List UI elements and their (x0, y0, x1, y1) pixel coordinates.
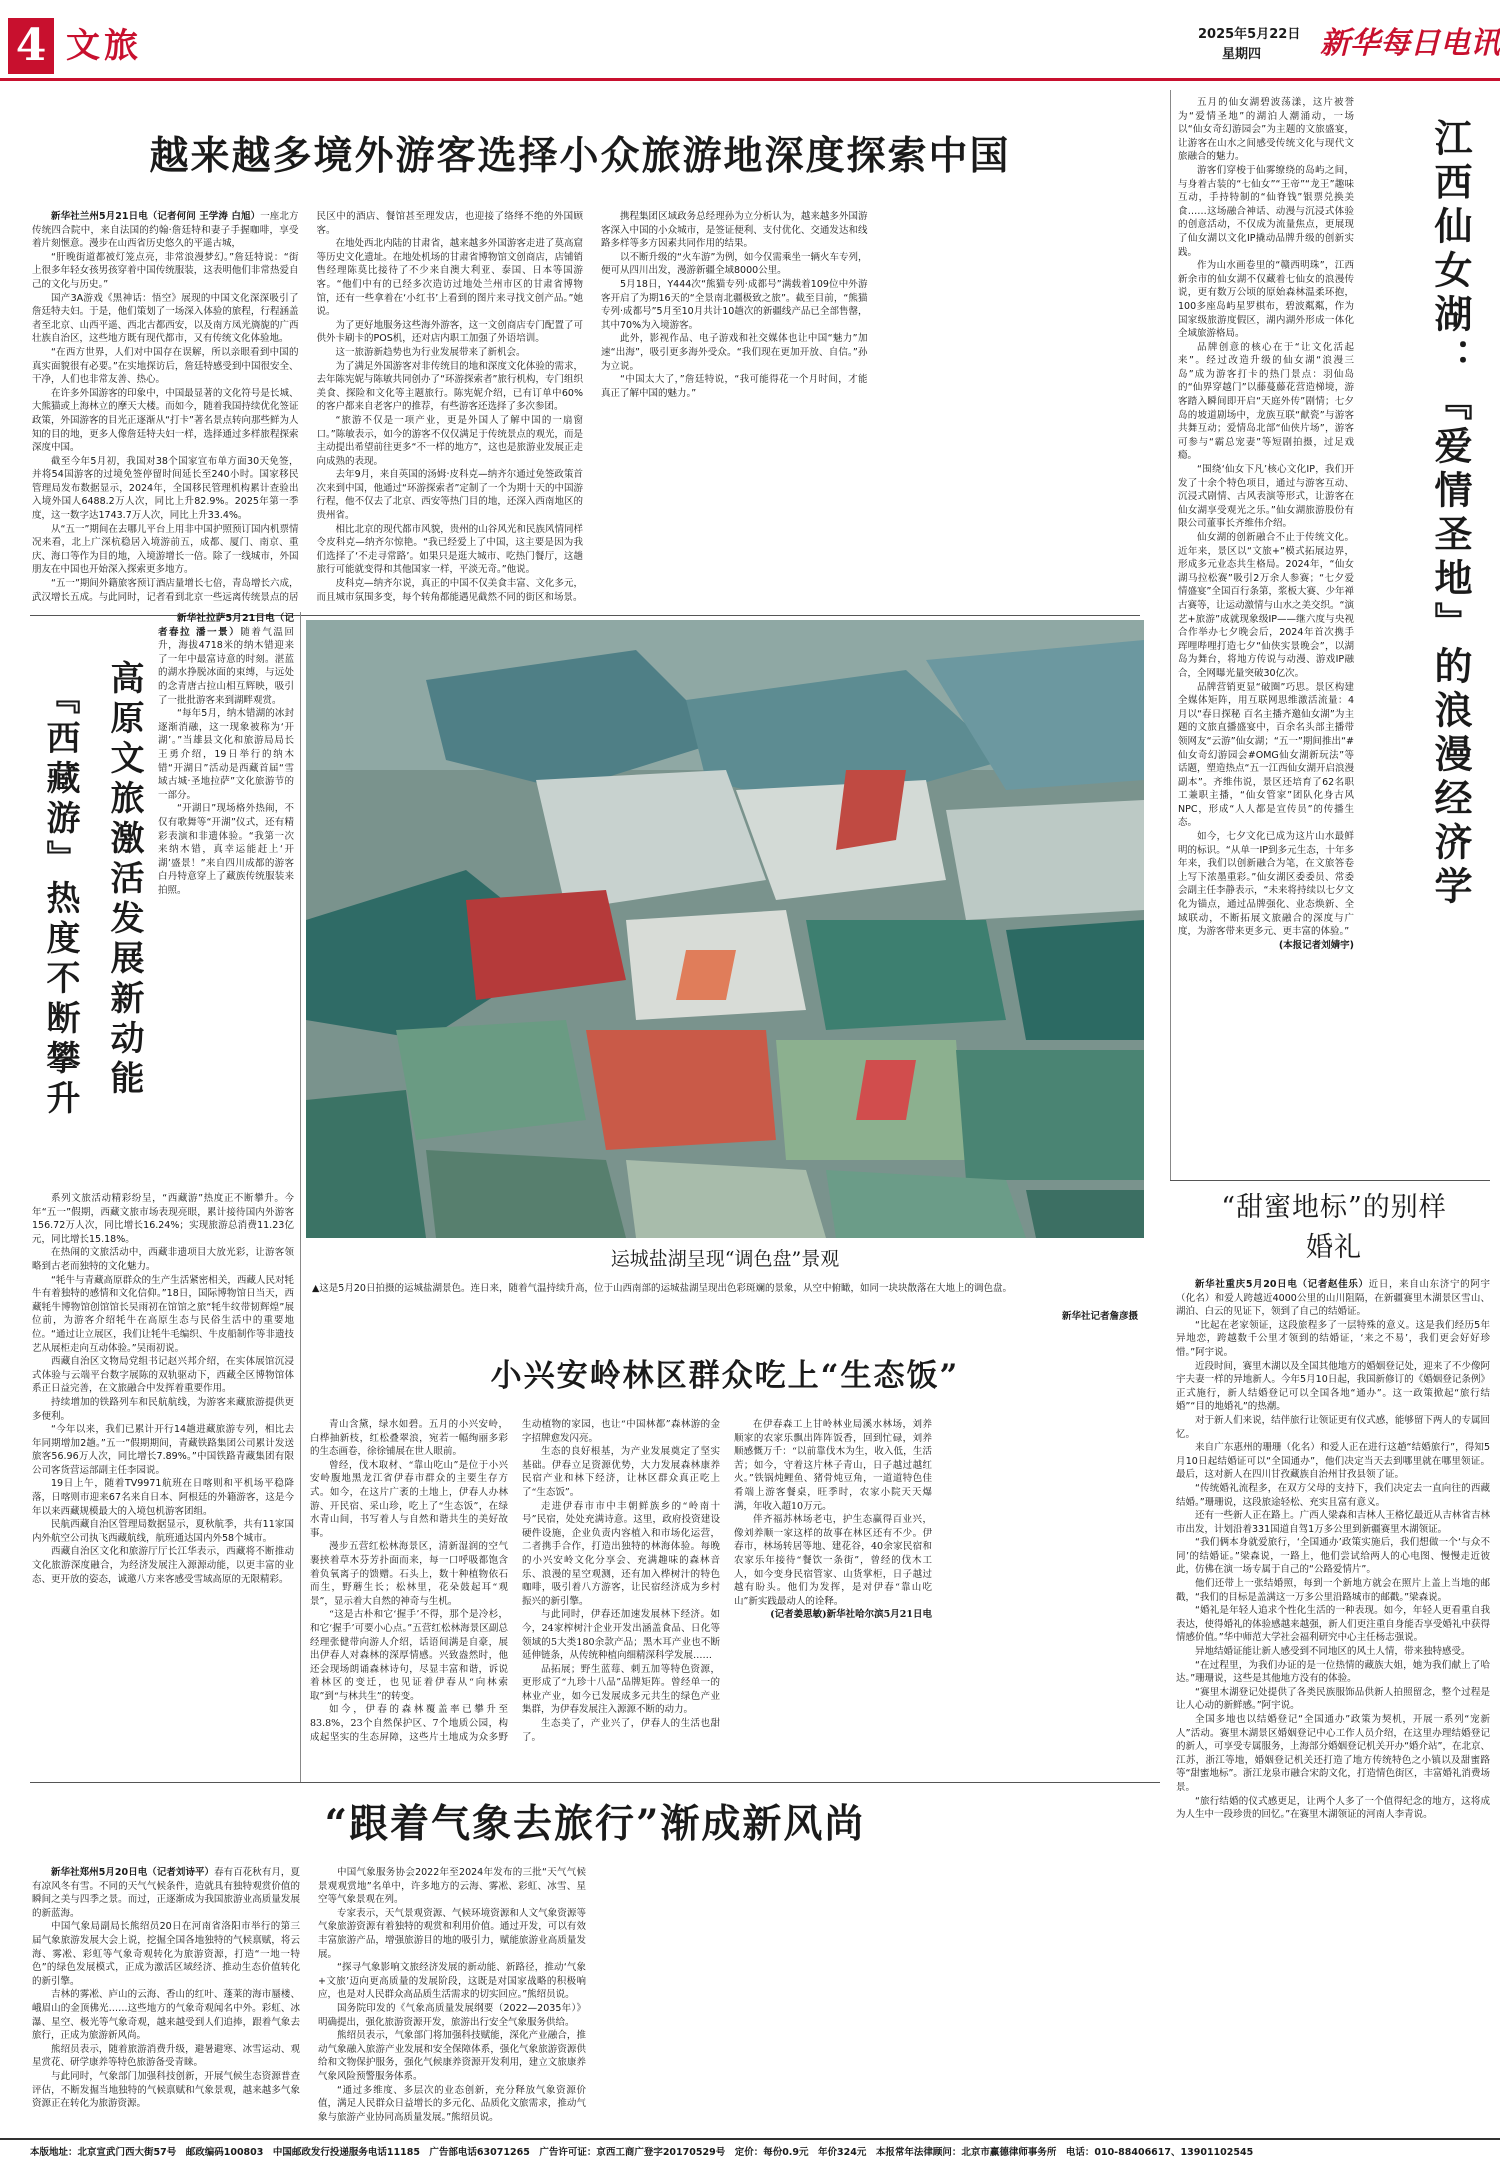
paragraph: “开湖日”现场格外热闹，不仅有歌舞等“开湖”仪式，还有精彩表演和非遗体验。“我第一次来纳木错，真幸运能赶上‘开湖’盛景！”来自四川成都的游客白丹特意穿上了藏族传统服装来拍照。 (158, 803, 294, 896)
paragraph: 近段时间，赛里木湖以及全国其他地方的婚姻登记处，迎来了不少像阿宇夫妻一样的异地新人。今年5月10日起，我国新修订的《婚姻登记条例》正式施行，新人结婚登记可以全国各地“通办”。这一政策掀起“旅行结婚”“目的地婚礼”的热潮。 (1176, 1360, 1490, 1413)
paragraph: 生态美了，产业兴了，伊春人的生活也甜了。 (522, 1718, 720, 1743)
paragraph: 五月的仙女湖碧波荡漾，这片被誉为“爱情圣地”的湖泊人潮涌动，一场以“仙女奇幻游园会”为主题的文旅盛宴，让游客在山水之间感受传统文化与现代文旅融合的魅力。 (1178, 97, 1354, 163)
paragraph: 如今，伊春的森林覆盖率已攀升至83.8%，23个自然保护区、7个地质公园，构成起坚实的生态屏障，这些片土地成为众多野生动植物的家园，也让“中国林都”森林游的金字招牌愈发闪亮。 (310, 1419, 720, 1743)
divider (1170, 1180, 1490, 1181)
paragraph: 对于新人们来说，结伴旅行让领证更有仪式感，能够留下两人的专属回忆。 (1176, 1414, 1490, 1440)
paragraph: 在许多外国游客的印象中，中国最显著的文化符号是长城、大熊猫或上海林立的摩天大楼。而如今，随着我国持续优化签证政策，外国游客的目光正逐渐从“打卡”著名景点转向那些鲜为人知的目的地，更多人像詹廷特夫妇一样，选择通过多样旅程探索深度中国。 (32, 387, 299, 454)
paragraph: “牦牛与青藏高原群众的生产生活紧密相关，西藏人民对牦牛有着独特的感情和文化信仰。”18日，国际博物馆日当天，西藏牦牛博物馆创馆馆长吴雨初在馆馆之旅“牦牛纹带韧辉煌”展位前，为游客介绍牦牛在高原生态与民俗生活中的重要地位。“通过让立展区，我们让牦牛毛编织、牛皮船制作等非遗技艺从展柜走向互动体验。”吴雨初说。 (32, 1274, 294, 1354)
paragraph: “每年5月，纳木错湖的冰封逐渐消融，这一现象被称为‘开湖’。”当雄县文化和旅游局局长王勇介绍，19日举行的纳木错“开湖日”活动是西藏首届“雪域古城·圣地拉萨”文化旅游节的一部分。 (158, 708, 294, 801)
paragraph: 与此同时，伊春还加速发展林下经济。如今，24家榨树汁企业开发出涵盖食品、日化等领域的5大类180余款产品；黑木耳产业也不断延伸链条，从传统种植向细精深科学发展…… (522, 1609, 720, 1662)
divider (30, 1782, 1160, 1783)
paragraph: “赛里木湖登记处提供了各类民族服饰品供新人拍照留念，整个过程是让人心动的新鲜感。”阿宇说。 (1176, 1686, 1490, 1712)
paragraph: 近日，来自山东济宁的阿宇（化名）和爱人跨越近4000公里的山川阻隔，在新疆赛里木湖景区雪山、湖泊、白云的见证下，领到了自己的结婚证。 (1176, 1279, 1490, 1318)
issue-weekday: 星期四 (1222, 47, 1262, 62)
column-rule (1170, 90, 1171, 1180)
paragraph: 异地结婚证能让新人感受到不同地区的风土人情，带来独特感受。 (1195, 1646, 1471, 1658)
brand-logo: 新华每日电讯 (1320, 26, 1500, 61)
paragraph: 伴齐福苏林场老屯，护生态赢得百业兴，像刘养顺一家这样的故事在林区还有不少。伊春市，林场转居等地、建花谷，40余家民宿和农家乐年接待“餐饮一条街”，曾经的伐木工人，如今变身民宿管家、山货掌柜，日子越过越有盼头。他们为发挥，是对伊春“靠山吃山”新实践最动人的诠释。 (734, 1514, 932, 1607)
photo-credit: 新华社记者詹彦摄 (1061, 1311, 1138, 1322)
salt-lake-photo (306, 620, 1144, 1238)
article-weather (32, 1866, 1158, 2128)
paragraph: “围绕‘仙女下凡’核心文化IP，我们开发了十余个特色项目，通过与游客互动、沉浸式剧情、古风表演等形式，让游客在仙女湖享受观光之乐。”仙女湖旅游股份有限公司董事长齐维伟介绍。 (1178, 464, 1354, 530)
headline-top: 越来越多境外游客选择小众旅游地深度探索中国 (149, 133, 1011, 179)
paragraph: “肝晚街道都被灯笼点亮，非常浪漫梦幻。”詹廷特说：“街上很多年轻女孩男孩穿着中国传统服装，这表明他们非常热爱自己的文化与历史。” (32, 251, 299, 290)
paragraph: 5月18日，Y444次“熊猫专列·成都号”满载着109位中外游客开启了为期16天的“全景南北疆极致之旅”。截至目前，“熊猫专列·成都号”5月至10月共计10趟次的新疆线产品已全部售罄，其中70%为入境游客。 (601, 278, 868, 331)
paragraph: 全国多地也以结婚登记“全国通办”政策为契机，开展一系列“宠新人”活动。赛里木湖景区婚姻登记中心工作人员介绍，在这里办理结婚登记的新人，可享受专属服务，上海部分婚姻登记机关开办“婚介站”，在北京、江苏，浙江等地，婚姻登记机关还打造了地方传统特色之小镇以及甜蜜路等“甜蜜地标”。浙江龙泉市融合宋韵文化，打造情色街区，丰富婚礼消费场景。 (1176, 1714, 1490, 1793)
paragraph: “今年以来，我们已累计开行14趟进藏旅游专列，相比去年同期增加2趟。”五一”假期期间，青藏铁路集团公司累计发送旅客56.96万人次，同比增长7.89%。”中国铁路青藏集团有限公司客货营运部副主任李园说。 (32, 1424, 294, 1476)
article-xinganling (310, 1418, 1144, 1748)
paragraph: 中国气象局副局长熊绍员20日在河南省洛阳市举行的第三届气象旅游发展大会上说，挖掘全国各地独特的气候禀赋，将云海、雾凇、彩虹等气象奇观转化为旅游资源，打造“一地一特色”的绿色发展模式，正成为激活区域经济、推动生态价值转化的新引擎。 (32, 1921, 300, 1987)
masthead-rule (0, 78, 1500, 81)
paragraph: “我们俩本身就爱旅行，‘全国通办’政策实施后，我们想做一个‘与众不同’的结婚证。”梁森说，一路上，他们尝试给两人的心电图、慢慢走近彼此，仿佛在演一场专属于自己的“公路爱情片”。 (1176, 1537, 1490, 1576)
article-byline: 新华社郑州5月20日电（记者刘诗平） (51, 1867, 215, 1878)
article-xianniu-lake (1178, 96, 1354, 1174)
paragraph: 皮科克—纳齐尔说，真正的中国不仅美食丰富、文化多元，而且城市氛围多变，每个转角都能遇见截然不同的街区和场景。 (316, 578, 583, 603)
article-overseas-travel (32, 210, 1152, 610)
tibet-headline-1: 『西藏游』热度不断攀升 (40, 680, 80, 1120)
paragraph: 熊绍员表示，随着旅游消费升级，避暑避寒、冰雪运动、观星赏花、研学康养等特色旅游备受青睐。 (32, 2043, 300, 2069)
paragraph: 民航西藏自治区管理局数据显示，夏秋航季，共有11家国内外航空公司执飞西藏航线，航班通达国内外58个城市。 (32, 1519, 294, 1544)
article-tibet-top (158, 612, 294, 1187)
paragraph: 生态的良好根基，为产业发展奠定了坚实基础。伊春立足资源优势，大力发展森林康养民宿产业和林下经济，让林区群众真正吃上了“生态饭”。 (522, 1446, 720, 1498)
paragraph: 青山含黛，绿水如碧。五月的小兴安岭，白桦抽新枝，红松叠翠浪，宛若一幅绚丽多彩的生态画卷，徐徐铺展在世人眼前。 (310, 1419, 508, 1458)
column-rule (300, 612, 301, 1782)
paragraph: “通过多维度、多层次的业态创新，充分释放气象资源价值，满足人民群众日益增长的多元化、品质化文旅需求，推动气象与旅游产业协同高质量发展。”熊绍员说。 (318, 2084, 586, 2123)
paragraph: 春有百花秋有月，夏有凉风冬有雪。不同的天气气候条件，造就具有独特观赏价值的瞬间之美与四季之景。而过，正逐渐成为我国旅游业高质量发展的新蓝海。 (32, 1867, 300, 1919)
photo-title: 运城盐湖呈现“调色盘”景观 (610, 1248, 840, 1270)
paragraph: 为了满足外国游客对非传统目的地和深度文化体验的需求，去年陈宪妮与陈敏共同创办了“环游探索者”旅行机构，专门组织美食、探险和文化等主题旅行。陈宪妮介绍，已有订单中60%的客户都来自老客户的推荐，有些游客还选择了多次参团。 (316, 360, 583, 413)
paragraph: 随着气温回升，海拔4718米的纳木错迎来了一年中最富诗意的时刻。湛蓝的湖水挣脱冰面的束缚，与远处的念青唐古拉山相互辉映，吸引了一批批游客来到湖畔观赏。 (158, 626, 294, 706)
paragraph: 在地处西北内陆的甘肃省，越来越多外国游客走进了莫高窟等历史文化遗址。在地处机场的甘肃省博物馆文创商店，店铺销售经理陈莫比接待了不少来自澳大利亚、泰国、日本等国游客。“他们中有的已经多次造访过地处兰州市区的甘肃省博物馆，还有一些拿着在‘小红书’上看到的图片来寻找文创产品。”她说。 (316, 238, 583, 318)
paragraph: 品牌创意的核心在于“让文化活起来”。经过改造升级的仙女湖“浪漫三岛”成为游客打卡的热门景点：羽仙岛的“仙界穿越门”以藤蔓藤花营造梯境，游客踏入瞬间即开启“天庭外传”剧情；七夕岛的坡道剧场中，龙族互联“献瓷”与游客共舞互动；爱情岛北部“仙侠片场”，游客可参与“霸总宠妻”等短剧拍摄，过足戏瘾。 (1178, 341, 1354, 462)
paragraph: 游客们穿梭于仙雾缭绕的岛屿之间，与身着古装的“七仙女”“王帝”“龙王”趣味互动，手持特制的“仙脊钱”银票兑换美食……这场融合神话、动漫与沉浸式体验的创意活动，不仅成为流量焦点，更展现了仙女湖以文化IP撬动品牌升级的创新实践。 (1178, 164, 1354, 258)
article-tibet-bottom (32, 1192, 294, 1782)
paragraph: 漫步五营红松林海景区，清新湿润的空气裹挟着草木芬芳扑面而来，每一口呼吸都饱含着负氧离子的馈赠。石头上，数十种植物依石而生，野蘑生长；松林里，花朵鼓起耳“观景”，显示着大自然的神奇与生机。 (310, 1541, 508, 1607)
paragraph: 在伊春森工上甘岭林业局溪水林场，刘养顺家的农家乐飘出阵阵饭香，回到忙碌，刘养顺感慨万千：“以前靠伐木为生，收入低，生活苦；如今，守着这片林子青山，日子越过越红火。”铁锅炖鲤鱼、猪骨炖豆角，一道道特色佳肴端上游客餐桌，旺季时，农家小院天天爆满，年收入超10万元。 (734, 1419, 932, 1512)
footer-rule (0, 2138, 1500, 2140)
paragraph: 以不断升级的“火车游”为例，如今仅需乘坐一辆火车专列，便可从四川出发，漫游新疆全域8000公里。 (601, 251, 868, 277)
article-byline: (记者姜思敏)新华社哈尔滨5月21日电 (770, 1609, 932, 1621)
paragraph: “中国太大了，”詹廷特说，“我可能得花一个月时间，才能真正了解中国的魅力。” (601, 374, 868, 399)
tibet-headline-2: 高原文旅激活发展新动能 (104, 660, 144, 1100)
salt-lake-illustration (306, 620, 1144, 1238)
paragraph: 作为山水画卷里的“赣西明珠”，江西新余市的仙女湖不仅藏着七仙女的浪漫传说，更有数万公顷的原始森林温柔环抱，100多座岛屿星罗棋布，碧波粼粼，作为国家级旅游度假区，湖内湖外形成一体化全域旅游格局。 (1178, 260, 1354, 340)
paragraph: 如今，七夕文化已成为这片山水最鲜明的标识。“从单一IP到多元生态，十年多年来，我们以创新融合为笔，在文旅答卷上写下浓墨重彩。”仙女湖区委委员、常委会副主任李静表示，“未来将持续以七夕文化为锚点，通过品牌强化、业态焕新、全域联动，不断拓展文旅融合的深度与广度，为游客带来更多元、更丰富的体验。” (1178, 831, 1354, 938)
paragraph: 从“五一”期间在去哪儿平台上用非中国护照预订国内机票情况来看，北上广深杭稳居入境游前五，成都、厦门、南京、重庆、海口等作为目的地，入境游增长一倍。除了一线城市，外国朋友在中国也开始深入探索更多地方。 (32, 523, 299, 576)
paragraph: 西藏自治区文化和旅游厅厅长江华表示，西藏将不断推动文化旅游深度融合，为经济发展注入源源动能，以更丰富的业态、更开放的姿态，诚邀八方来客感受雪域高原的无限精彩。 (32, 1546, 294, 1585)
photo-caption: ▲这是5月20日拍摄的运城盐湖景色。连日来，随着气温持续升高，位于山西南部的运城盐湖呈现出色彩斑斓的景象，从空中俯瞰，如同一块块散落在大地上的调色盘。 (312, 1283, 1012, 1294)
paragraph: 持续增加的铁路列车和民航航线，为游客来藏旅游提供更多便利。 (32, 1396, 294, 1422)
paragraph: 中国气象服务协会2022年至2024年发布的三批“天气气候景观观赏地”名单中，许多地方的云海、雾凇、彩虹、冰雪、星空等气象景观在列。 (318, 1867, 586, 1906)
xianniu-headline: 江西仙女湖：『爱情圣地』的浪漫经济学 (1428, 118, 1473, 910)
paragraph: 曾经，伐木取材、“靠山吃山”是位于小兴安岭腹地黑龙江省伊春市群众的主要生存方式。如今，在这片广袤的土地上，伊春人办林游、开民宿、采山珍，吃上了“生态饭”，在绿水青山间，书写着人与自然和谐共生的美好故事。 (310, 1459, 508, 1539)
paragraph: 吉林的雾凇、庐山的云海、香山的红叶、蓬莱的海市蜃楼、峨眉山的金顶佛光……这些地方的气象奇观闻名中外。彩虹、冰瀑、星空、极光等气象奇观，越来越受到人们追捧，跟着气象去旅行，正成为旅游新风尚。 (32, 1989, 300, 2042)
article-wedding (1176, 1278, 1490, 2128)
paragraph: 熊绍员表示，气象部门将加强科技赋能，深化产业融合，推动气象融入旅游产业发展和安全保障体系，强化气象旅游资源供给和文物保护服务，强化气候康养资源开发利用，建立文旅康养气象风险预警服务体系。 (318, 2030, 586, 2082)
paragraph: 品拓展；野生蓝莓、刺五加等特色资源，更形成了“九珍十八品”品牌矩阵。曾经单一的林业产业，如今已发展成多元共生的绿色产业集群，为伊春发展注入源源不断的动力。 (522, 1663, 720, 1716)
paragraph: 他们还带上一张结婚照，每到一个新地方就会在照片上盖上当地的邮戳，“我们的目标是盖满这一万多公里沿路城市的邮戳。”梁森说。 (1176, 1578, 1490, 1603)
paragraph: 国务院印发的《气象高质量发展纲要（2022—2035年）》明确提出，强化旅游资源开发，旅游出行安全气象服务供给。 (318, 2002, 586, 2028)
paragraph: 走进伊春市市中丰朝鲜族乡的“岭南十号”民宿，处处充满诗意。这里，政府投资建设硬件设施，企业负责内容植入和市场化运营，二者携手合作，打造出独特的林海体验。每晚的小兴安岭文化分享会、充满趣味的森林音乐、浪漫的星空观测，还有加入桦树汁的特色咖啡，吸引着八方游客，让民宿经济成为乡村振兴的新引擎。 (522, 1500, 720, 1607)
paragraph: “旅游不仅是一项产业，更是外国人了解中国的一扇窗口。”陈敏表示，如今的游客不仅仅满足于传统景点的观光，而是主动提出希望前往更多“不一样的地方”，这也是旅游业发展正走向成熟的表现。 (316, 414, 583, 467)
paragraph: “探寻气象影响文旅经济发展的新动能、新路径，推动‘气象+文旅’迈向更高质量的发展阶段，这既是对国家战略的积极响应，也是对人民群众高品质生活需求的切实回应。”熊绍员说。 (318, 1962, 586, 2001)
paragraph: “这是古朴和它‘握手’不得，那个是冷杉，和它‘握手’可要小心点。”五营红松林海景区副总经理张健带向游人介绍，话语间满是自豪，展出伊春人对森林的深厚情感。兴致盎然时，他还会现场朗诵森林诗句，尽显丰富和谐，诉说着林区的变迁，也见证着伊春从“向林索取”到“与林共生”的转变。 (310, 1609, 508, 1702)
paragraph: 品牌营销更显“破圈”巧思。景区构建全媒体矩阵，用互联网思维激活流量：4月以“春日探秘 百名主播齐邀仙女湖”为主题的文旅直播盛宴中，百余名头部主播带领网友“云游”仙女湖；“五一”期间推出“#仙女奇幻游园会#OMG仙女湖新玩法”等话题，塑造热点“五一江西仙女湖开启浪漫副本”。齐维伟说，景区还培育了62名职工兼职主播，“仙女管家”团队化身古风NPC，形成“人人都是宣传员”的传播生态。 (1178, 681, 1354, 829)
paragraph: 这一旅游新趋势也为行业发展带来了新机会。 (335, 346, 526, 358)
paragraph: 相比北京的现代都市风貌，贵州的山谷风光和民族风情同样令皮科克—纳齐尔惊艳。“我已经爱上了中国，这主要是因为我们选择了‘不走寻常路’。如果只是逛大城市、吃热门餐厅，这趟旅行可能就变得和其他国家一样，平淡无奇。”他说。 (316, 523, 583, 576)
paragraph: 在热闹的文旅活动中，西藏非遗项目大放光彩，让游客领略到古老而独特的文化魅力。 (32, 1247, 294, 1272)
paragraph: 系列文旅活动精彩纷呈，“西藏游”热度正不断攀升。今年“五一”假期，西藏文旅市场表现亮眼，累计接待国内外游客156.72万人次，同比增长16.24%；实现旅游总消费11.23亿元，同比增长15.18%。 (32, 1193, 294, 1245)
article-byline: (本报记者刘婧宇) (1278, 939, 1354, 951)
paragraph: 截至今年5月初，我国对38个国家宣布单方面30天免签，并将54国游客的过境免签停留时间延长至240小时。国家移民管理局发布数据显示，2024年，全国移民管理机构累计查验出入境外国人6488.2万人次，同比上升82.9%。2025年第一季度，这一数字达1743.7万人次，同比上升33.4%。 (32, 455, 299, 522)
xinganling-headline: 小兴安岭林区群众吃上“生态饭” (490, 1358, 960, 1394)
paragraph: 仙女湖的创新融合不止于传统文化。近年来，景区以“文旅+”模式拓展边界，形成多元业态共生格局。2024年，“仙女湖马拉松赛”吸引2万余人参赛；“七夕爱情盛宴”全国百行条第，浆板大赛、少年禅古赛等，让运动激情与山水之美交织。“演艺+旅游”成就现象级IP——继六度与央视合作举办七夕晚会后，2024年首次携手珲哩哔哩打造七夕“仙侠实景晚会”，以湖岛为舞台，将地方传说与动漫、游戏IP融合，全网曝光量突破30亿次。 (1178, 532, 1354, 679)
paragraph: 携程集团区域政务总经理孙为立分析认为，越来越多外国游客深入中国的小众城市，是签证便利、支付优化、交通发达和线路多样等多方因素共同作用的结果。 (601, 211, 868, 250)
wedding-headline: “甜蜜地标”的别样婚礼 (1221, 1192, 1447, 1263)
footer-info: 本版地址：北京宣武门西大街57号 邮政编码100803 中国邮政发行投递服务电话11185 广告部电话63071265 广告许可证：京西工商广登字20170529号 定价：每份0.9元 年价324元 本报常年法律顾问：北京市赢德律师事务所 电话：010-88406617、13901102545 (30, 2147, 1254, 2158)
article-byline: 新华社重庆5月20日电（记者赵佳乐） (1195, 1279, 1369, 1290)
paragraph: “婚礼是年轻人追求个性化生活的一种表现。如今，年轻人更看重自我表达，使得婚礼的体验感越来越强，新人们更注重自身能否享受婚礼中获得情感价值。”华中师范大学社会福利研究中心主任杨志强说。 (1176, 1605, 1490, 1644)
paragraph: “旅行结婚的仪式感更足，让两个人多了一个值得纪念的地方，这将成为人生中一段珍贵的回忆。”在赛里木湖领证的河南人李青说。 (1176, 1795, 1490, 1821)
issue-date: 2025年5月22日 (1198, 27, 1301, 42)
paragraph: “在过程里，为我们办证的是一位热情的藏族大姐，她为我们献上了哈达。”珊珊说，这些是其他地方没有的体验。 (1176, 1659, 1490, 1685)
paragraph: 国产3A游戏《黑神话：悟空》展现的中国文化深深吸引了詹廷特夫妇。于是，他们策划了一场深入体验的旅程，行程涵盖者至北京、山西平遥、西北古都西安，以及南方凤光旖旎的广西壮族自治区，这些地方既有现代都市，又有传统文化体验地。 (32, 292, 299, 345)
section-name: 文旅 (66, 26, 142, 66)
article-byline: 新华社拉萨5月21日电（记者春拉 潘一景） (158, 613, 294, 638)
paragraph: 19日上午，随着TV9971航班在日喀则和平机场平稳降落，日喀则市迎来67名来自日本、阿根廷的外籍游客，这是今年以来西藏规模最大的入境包机游客团组。 (32, 1478, 294, 1517)
article-byline: 新华社兰州5月21日电（记者何问 王学涛 白旭） (51, 211, 261, 222)
paragraph: 西藏自治区文物局党组书记赵兴邦介绍，在实体展馆沉浸式体验与云端平台数字展陈的双轨驱动下，西藏全区博物馆体系正日益完善，在文旅融合中发挥着重要作用。 (32, 1356, 294, 1395)
paragraph: 为了更好地服务这些海外游客，这一文创商店专门配置了可供外卡刷卡的POS机，还对店内职工加强了外语培训。 (316, 319, 583, 345)
paragraph: “五一”期间外籍旅客预订酒店量增长七倍，青岛增长六成，武汉增长五成。与此同时，记者看到北京一些远离传统景点的居民区中的酒店、餐馆甚至理发店，也迎接了络绎不绝的外国顾客。 (32, 211, 583, 603)
paragraph: “在西方世界，人们对中国存在误解，所以亲眼看到中国的真实面貌很有必要。”在实地探访后，詹廷特感受到中国很安全、干净，人们也非常友善、热心。 (32, 346, 299, 386)
paragraph: 专家表示，天气景观资源、气候环境资源和人文气象资源等气象旅游资源有着独特的观赏和利用价值。通过开发，可以有效丰富旅游产品，增强旅游目的地的吸引力，赋能旅游业高质量发展。 (318, 1907, 586, 1960)
paragraph: 与此同时，气象部门加强科技创新，开展气候生态资源普查评估，不断发掘当地独特的气候禀赋和气象景观，越来越多气象资源正在转化为旅游资源。 (32, 2070, 300, 2110)
page-number: 4 (15, 20, 47, 71)
paragraph: 去年9月，来自英国的汤姆·皮科克—纳齐尔通过免签政策首次来到中国，他通过“环游探索者”定制了一个为期十天的中国游行程，他不仅去了北京、西安等热门目的地，还深入西南地区的贵州省。 (316, 469, 583, 522)
paragraph: 此外，影视作品、电子游戏和社交媒体也让中国“魅力”加速“出海”，吸引更多海外受众。“我们现在更加开放、自信。”孙为立说。 (601, 333, 868, 372)
paragraph: 一座北方传统四合院中，来自法国的约翰·詹廷特和妻子手握咖啡，享受着片刻惬意。漫步在山西省历史悠久的平遥古城， (32, 211, 299, 250)
paragraph: “比起在老家领证，这段旅程多了一层特殊的意义。这是我们经历5年异地恋，跨越数千公里才领到的结婚证，‘来之不易’，我们更会好好珍惜。”阿宇说。 (1176, 1319, 1490, 1358)
weather-headline: “跟着气象去旅行”渐成新风尚 (324, 1801, 866, 1847)
paragraph: 来自广东惠州的珊珊（化名）和爱人正在进行这趟“结婚旅行”，得知5月10日起结婚证可以“全国通办”，他们决定当天去到哪里就在哪里领证。最后，这对新人在四川甘孜藏族自治州甘孜县领了证。 (1176, 1442, 1490, 1481)
paragraph: 还有一些新人正在路上。广西人梁森和吉林人王格忆最近从吉林省吉林市出发，计划沿着331国道自驾1万多公里到新疆赛里木湖领证。 (1176, 1510, 1490, 1535)
paragraph: “传统婚礼流程多，在双方父母的支持下，我们决定去一直向往的西藏结婚。”珊珊说，这段旅途轻松、充实且富有意义。 (1176, 1482, 1490, 1508)
